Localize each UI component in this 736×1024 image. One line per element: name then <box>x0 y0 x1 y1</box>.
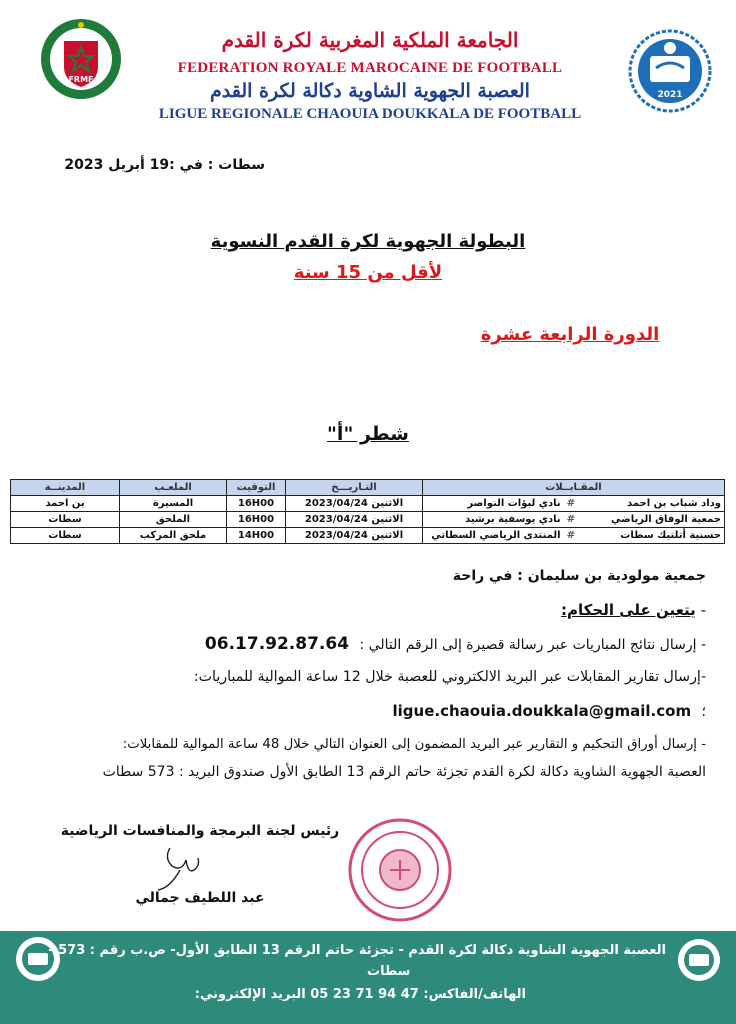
home-team: جمعية الوفاق الرياضي <box>610 514 721 525</box>
group-title: شطر "أ" <box>327 423 409 445</box>
footer-logo-right <box>676 937 722 983</box>
match-city: سطات <box>11 528 120 544</box>
document-date: سطات : في :19 أبريل 2023 <box>64 157 265 173</box>
col-matches: المقـابــلات <box>423 480 725 496</box>
col-time: التوقيت <box>227 480 286 496</box>
frmf-logo-text: FRMF <box>68 75 94 84</box>
email-suffix: ؛ <box>701 704 706 720</box>
col-stadium: الملعـب <box>120 480 227 496</box>
table-row <box>11 496 725 512</box>
frmf-logo <box>38 17 124 101</box>
match-time: 16H00 <box>227 512 286 528</box>
instruction-sms-text: - إرسال نتائج المباريات عبر رسالة قصيرة إلى الرقم التالي : <box>359 637 706 653</box>
match-cell <box>423 528 725 544</box>
phone-number: 06.17.92.87.64 <box>204 634 350 654</box>
federation-name-fr: FEDERATION ROYALE MAROCAINE DE FOOTBALL <box>177 60 563 76</box>
referees-heading-text: يتعين على الحكام: <box>561 601 696 619</box>
footer <box>0 931 736 1024</box>
away-team: نادي لبؤات النواصر <box>467 498 561 509</box>
footer-city: سطات <box>367 964 411 979</box>
league-logo <box>628 28 712 114</box>
match-cell <box>423 512 725 528</box>
email-line <box>393 702 706 720</box>
match-stadium: ملحق المركب <box>120 528 227 544</box>
match-cell <box>423 496 725 512</box>
footer-address: العصبة الجهوية الشاوية دكالة لكرة القدم - تجزئة حاتم الرقم 13 الطابق الأول- ص.ب رقم : 573 - <box>48 943 666 958</box>
instruction-post: - إرسال أوراق التحكيم و التقارير عبر البريد المضمون إلى العنوان التالي خلال 48 ساعة الموالية للمقابلات: <box>122 737 706 752</box>
match-stadium: المسيرة <box>120 496 227 512</box>
home-team: وداد شباب بن احمد <box>627 498 721 509</box>
round-title: الدورة الرابعة عشرة <box>480 324 660 345</box>
signature-title: رئيس لجنة البرمجة والمنافسات الرياضية <box>60 823 340 839</box>
match-stadium: الملحق <box>120 512 227 528</box>
away-team: المنتدى الرياضي السطاتي <box>431 530 561 541</box>
rest-team-line: جمعية مولودية بن سليمان : في راحة <box>452 568 706 584</box>
match-city: سطات <box>11 512 120 528</box>
footer-contact: الهاتف/الفاكس: 47 94 71 23 05 البريد الإلكتروني: <box>194 987 526 1002</box>
official-stamp <box>345 815 455 925</box>
league-logo-year: 2021 <box>657 90 683 100</box>
match-time: 14H00 <box>227 528 286 544</box>
competition-subtitle: لأقل من 15 سنة <box>293 262 443 283</box>
home-team: حسنية أتلتيك سطات <box>620 530 721 541</box>
away-team: نادي يوسفية برشيد <box>464 514 561 525</box>
handwritten-signature <box>150 840 240 895</box>
vs-separator: # <box>566 498 575 509</box>
email-address: ligue.chaouia.doukkala@gmail.com <box>392 702 692 720</box>
vs-separator: # <box>566 514 575 525</box>
instruction-sms <box>205 634 706 654</box>
match-date: الاثنين 2023/04/24 <box>286 496 423 512</box>
federation-name-ar: الجامعة الملكية المغربية لكرة القدم <box>221 28 519 52</box>
table-row <box>11 512 725 528</box>
league-name-ar: العصبة الجهوية الشاوية دكالة لكرة القدم <box>210 80 530 102</box>
table-header-row <box>11 480 725 496</box>
dash: - <box>695 601 706 619</box>
postal-address: العصبة الجهوية الشاوية دكالة لكرة القدم تجزئة حاتم الرقم 13 الطابق الأول صندوق البريد : 573 سطات <box>102 764 706 780</box>
referees-heading <box>561 601 706 619</box>
signature-name: عبد اللطيف جمالي <box>135 890 265 906</box>
league-name-fr: LIGUE REGIONALE CHAOUIA DOUKKALA DE FOOTBALL <box>158 106 582 122</box>
table-row <box>11 528 725 544</box>
matches-table <box>10 479 725 544</box>
instruction-email: -إرسال تقارير المقابلات عبر البريد الالكتروني للعصبة خلال 12 ساعة الموالية للمباريات: <box>193 669 706 685</box>
match-city: بن احمد <box>11 496 120 512</box>
col-city: المدينــة <box>11 480 120 496</box>
competition-title: البطولة الجهوية لكرة القدم النسوية <box>210 231 526 252</box>
match-time: 16H00 <box>227 496 286 512</box>
match-date: الاثنين 2023/04/24 <box>286 528 423 544</box>
col-date: التـاريـــخ <box>286 480 423 496</box>
vs-separator: # <box>566 530 575 541</box>
match-date: الاثنين 2023/04/24 <box>286 512 423 528</box>
